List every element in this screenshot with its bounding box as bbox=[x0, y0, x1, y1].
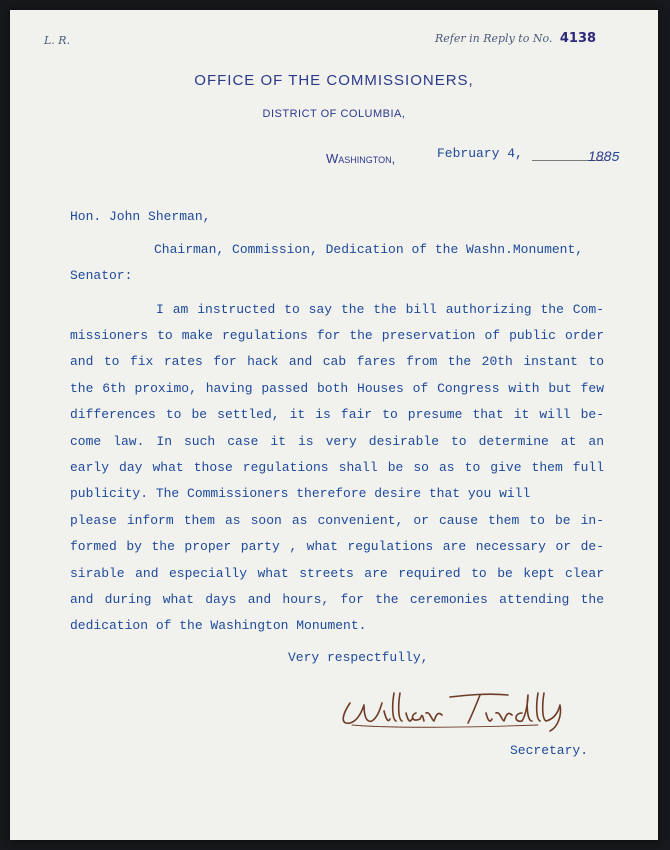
year-typed: 5 bbox=[611, 150, 620, 166]
body-line: early day what those regulations shall be so as to give them full bbox=[70, 460, 604, 475]
body-line: and during what days and hours, for the ceremonies attending the bbox=[70, 592, 604, 607]
reference-number: 4138 bbox=[559, 31, 597, 46]
salutation: Senator: bbox=[70, 268, 133, 283]
lr-mark: L. R. bbox=[44, 34, 71, 47]
office-heading: OFFICE OF THE COMMISSIONERS, bbox=[194, 72, 474, 89]
body-line: dedication of the Washington Monument. bbox=[70, 618, 367, 633]
year-printed: 188 bbox=[588, 148, 612, 164]
body-line: publicity. The Commissioners therefore desire that you will bbox=[70, 486, 531, 501]
body-line: I am instructed to say the the bill authorizing the Com- bbox=[156, 302, 604, 317]
recipient-title: Chairman, Commission, Dedication of the Washn.Monument, bbox=[154, 242, 584, 257]
signatory-title: Secretary. bbox=[510, 743, 589, 758]
body-line: please inform them as soon as convenient, or cause them to be in- bbox=[70, 513, 604, 528]
signature bbox=[338, 675, 568, 735]
body-line: sirable and especially what streets are required to be kept clear bbox=[70, 566, 604, 581]
year-prefix bbox=[588, 148, 620, 166]
district-heading: DISTRICT OF COLUMBIA, bbox=[262, 108, 406, 120]
reference-line bbox=[435, 31, 596, 46]
recipient-name: Hon. John Sherman, bbox=[70, 209, 211, 224]
letter-page bbox=[10, 10, 658, 840]
letter-date: February 4, bbox=[437, 146, 523, 161]
city-heading: Washington, bbox=[326, 151, 396, 166]
body-line: come law. In such case it is very desirable to determine at an bbox=[70, 434, 604, 449]
body-line: formed by the proper party , what regulations are necessary or de- bbox=[70, 539, 604, 554]
refer-label: Refer in Reply to No. bbox=[435, 32, 553, 45]
body-line: the 6th proximo, having passed both Houses of Congress with but few bbox=[70, 381, 604, 396]
body-line: and to fix rates for hack and cab fares from the 20th instant to bbox=[70, 354, 604, 369]
valediction: Very respectfully, bbox=[288, 650, 429, 665]
body-line: missioners to make regulations for the preservation of public order bbox=[70, 328, 604, 343]
body-line: differences to be settled, it is fair to presume that it will be- bbox=[70, 407, 604, 422]
